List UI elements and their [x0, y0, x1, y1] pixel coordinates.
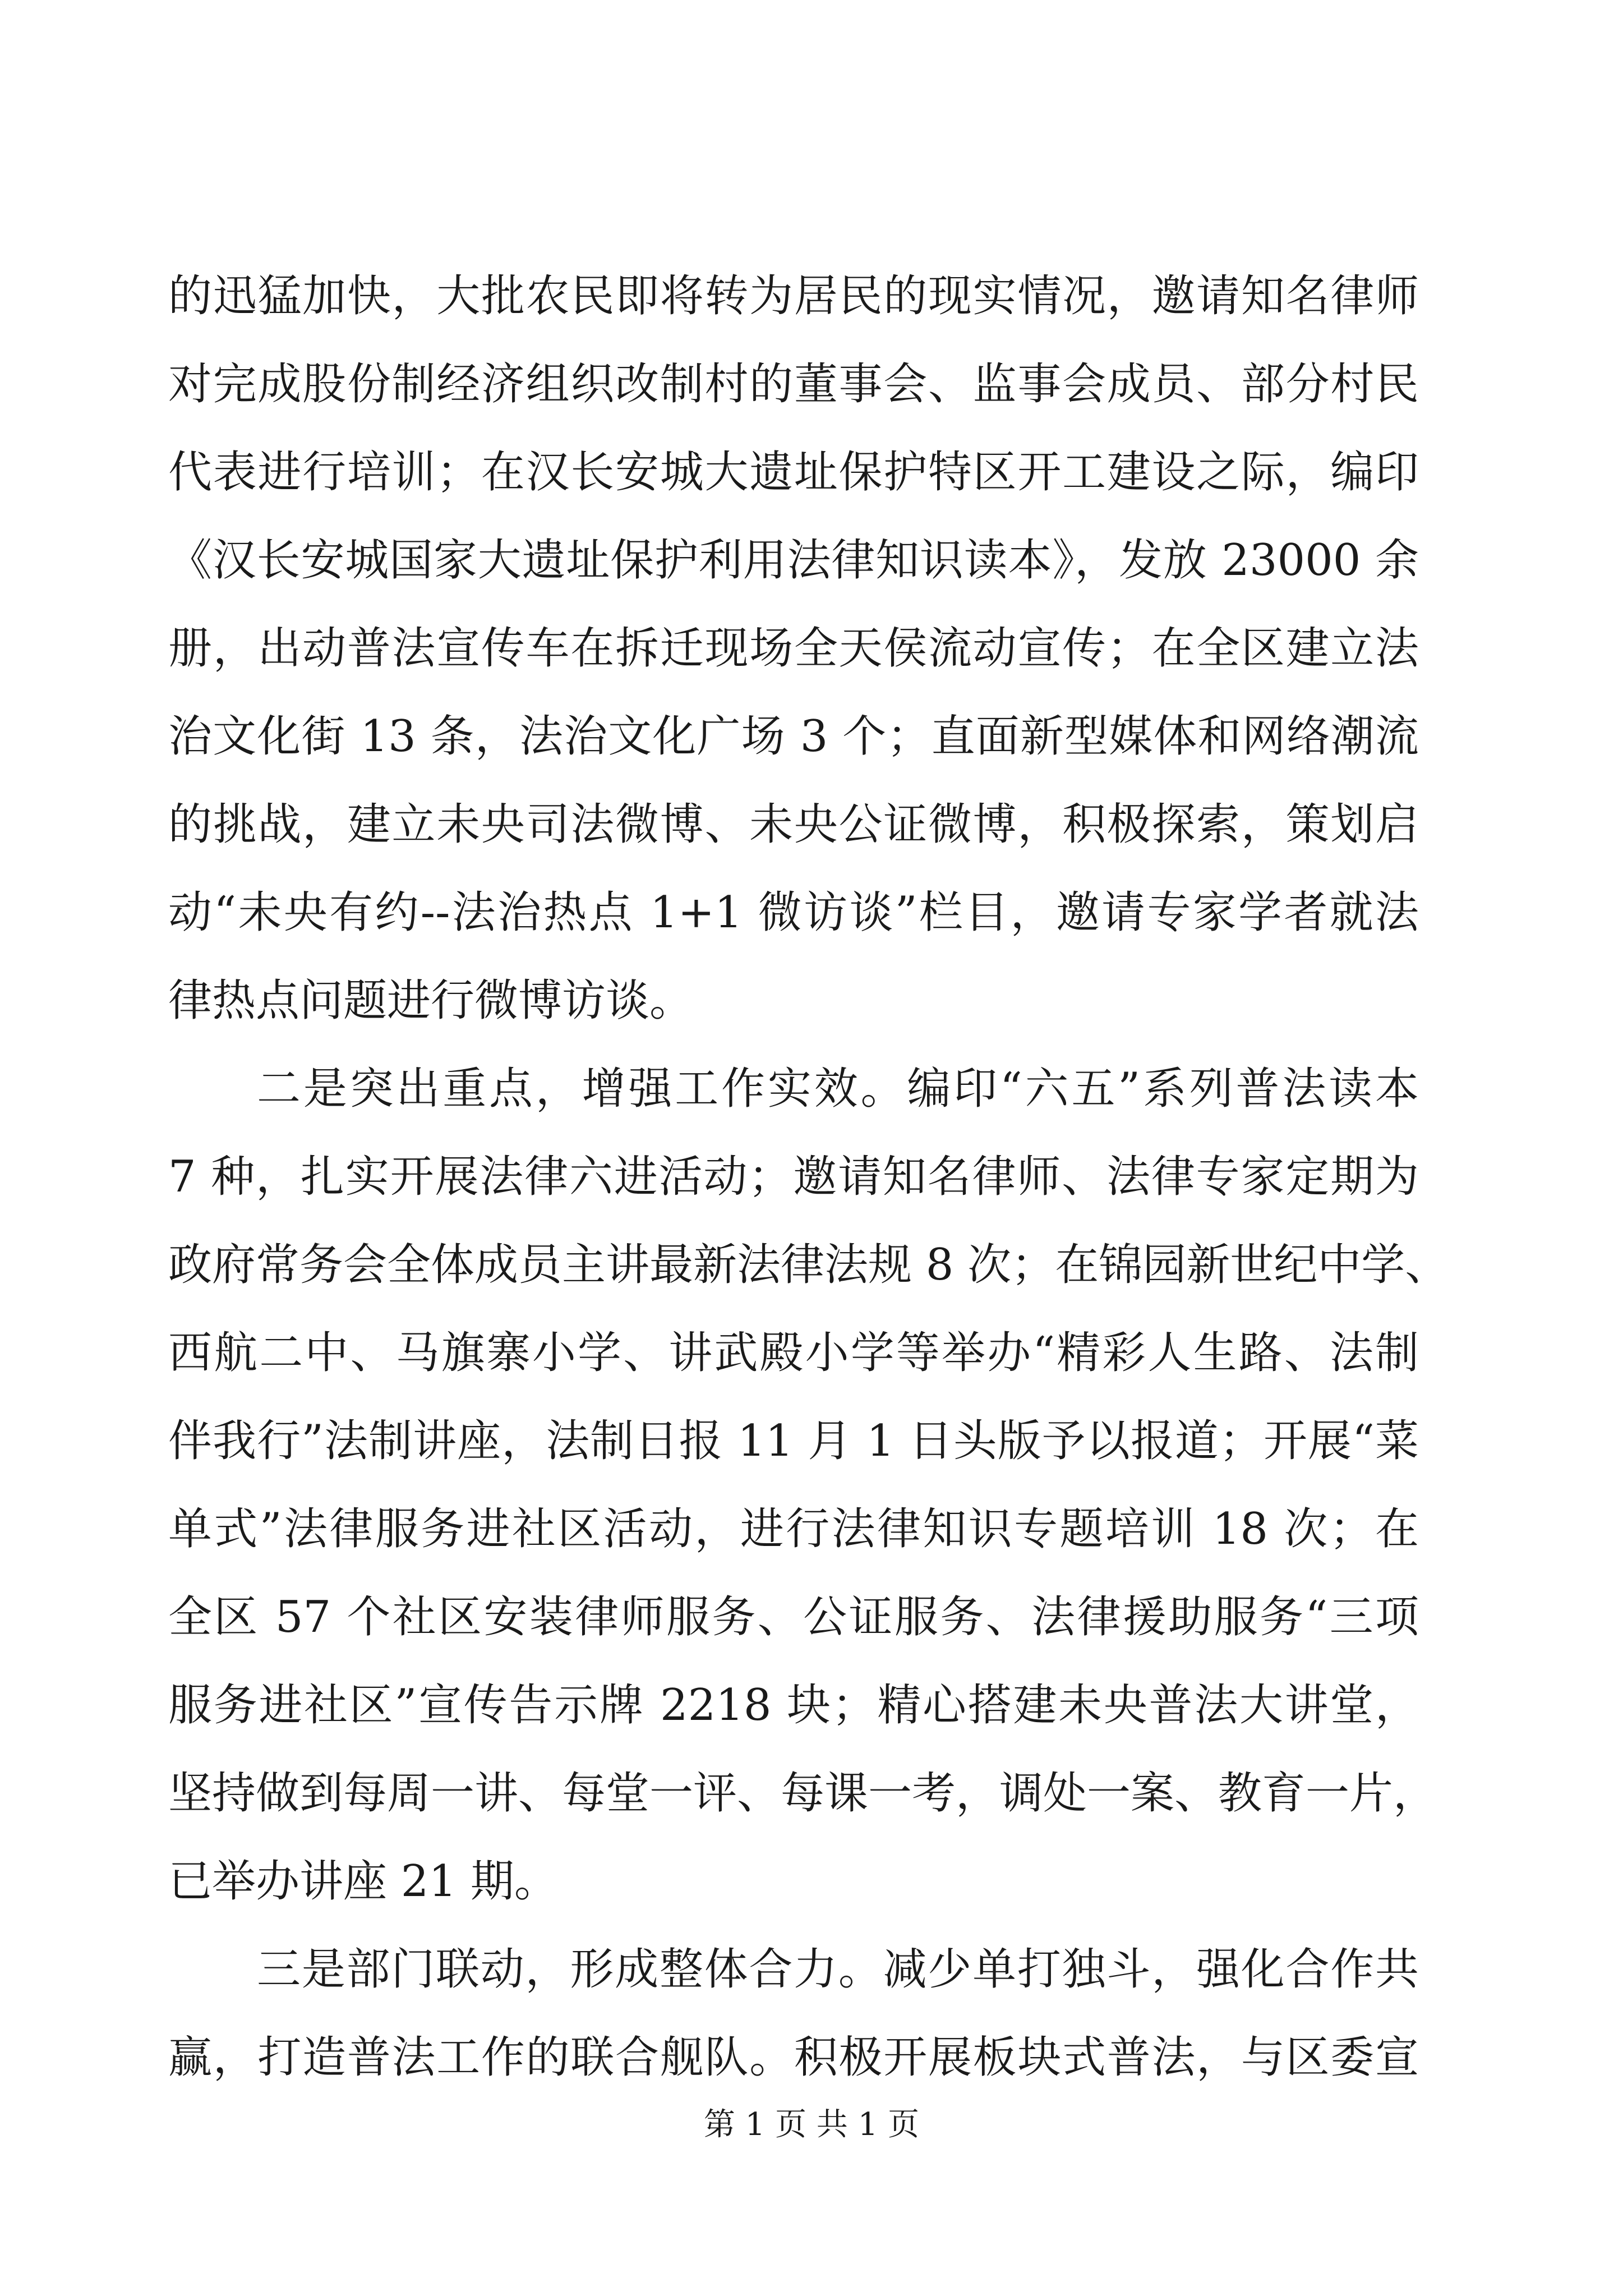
text-line: 7 种，扎实开展法律六进活动；邀请知名律师、法律专家定期为	[168, 1152, 1419, 1202]
text-line: 《汉长安城国家大遗址保护利用法律知识读本》，发放 23000 余	[168, 535, 1419, 586]
text-line: 坚持做到每周一讲、每堂一评、每课一考，调处一案、教育一片，	[168, 1768, 1437, 1819]
document-body	[168, 252, 1449, 2102]
text-line: 西航二中、马旗寨小学、讲武殿小学等举办“精彩人生路、法制	[168, 1328, 1419, 1378]
text-line: 册，出动普法宣传车在拆迁现场全天侯流动宣传；在全区建立法	[168, 623, 1419, 674]
text-line: 二是突出重点，增强工作实效。编印“六五”系列普法读本	[257, 1064, 1419, 1114]
text-line: 已举办讲座 21 期。	[168, 1856, 558, 1907]
text-line: 伴我行”法制讲座，法制日报 11 月 1 日头版予以报道；开展“菜	[168, 1416, 1419, 1466]
text-line: 律热点问题进行微博访谈。	[168, 976, 694, 1026]
text-line: 单式”法律服务进社区活动，进行法律知识专题培训 18 次；在	[168, 1504, 1419, 1554]
text-line: 三是部门联动，形成整体合力。减少单打独斗，强化合作共	[257, 1944, 1419, 1995]
text-line: 赢，打造普法工作的联合舰队。积极开展板块式普法，与区委宣	[168, 2032, 1419, 2083]
text-line: 对完成股份制经济组织改制村的董事会、监事会成员、部分村民	[168, 359, 1419, 409]
text-line: 政府常务会全体成员主讲最新法律法规 8 次；在锦园新世纪中学、	[168, 1240, 1449, 1290]
text-line: 的迅猛加快，大批农民即将转为居民的现实情况，邀请知名律师	[168, 271, 1419, 321]
text-line: 全区 57 个社区安装律师服务、公证服务、法律援助服务“三项	[168, 1592, 1419, 1642]
text-line: 服务进社区”宣传告示牌 2218 块；精心搭建未央普法大讲堂，	[168, 1680, 1419, 1731]
text-line: 治文化街 13 条，法治文化广场 3 个；直面新型媒体和网络潮流	[168, 711, 1419, 762]
page-footer: 第 1 页 共 1 页	[703, 2106, 920, 2143]
text-line: 代表进行培训；在汉长安城大遗址保护特区开工建设之际，编印	[168, 447, 1419, 498]
text-line: 的挑战，建立未央司法微博、未央公证微博，积极探索，策划启	[168, 799, 1419, 850]
text-line: 动“未央有约--法治热点 1+1 微访谈”栏目，邀请专家学者就法	[168, 887, 1419, 938]
